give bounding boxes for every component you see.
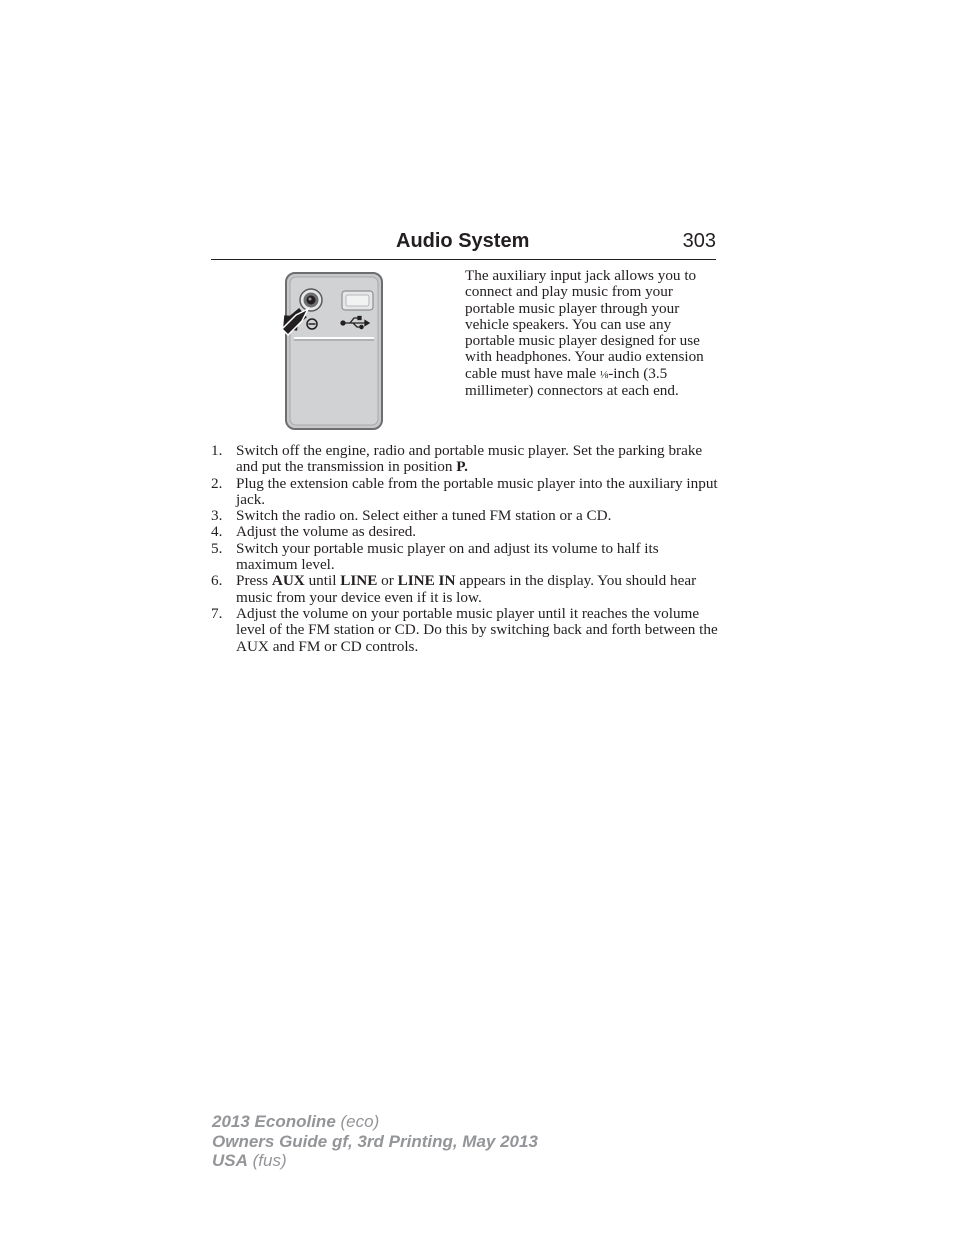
aux-jack-port bbox=[300, 289, 322, 311]
step-number: 3. bbox=[211, 507, 223, 525]
step-item bbox=[211, 476, 721, 509]
step-item bbox=[211, 541, 721, 574]
step-bold-text: P. bbox=[456, 458, 468, 476]
line-in-display-label: LINE IN bbox=[397, 572, 456, 590]
step-text: Plug the extension cable from the portable music player into the auxiliary input jack. bbox=[236, 474, 718, 508]
page-header bbox=[211, 229, 716, 260]
aux-control-label: AUX bbox=[271, 572, 305, 590]
step-number: 5. bbox=[211, 539, 223, 557]
footer-model-name: 2013 Econoline bbox=[212, 1112, 336, 1131]
step-text: Switch the radio on. Select either a tuned FM station or a CD. bbox=[236, 507, 612, 525]
step-text: Adjust the volume on your portable music player until it reaches the volume level of the FM station or CD. Do this by switching back and forth between the AUX and FM or CD controls. bbox=[236, 604, 718, 655]
step-number: 7. bbox=[211, 604, 223, 622]
page-number: 303 bbox=[682, 230, 716, 252]
step-item bbox=[211, 573, 721, 606]
step-text-mid: until bbox=[304, 572, 341, 590]
footer-market-name: USA bbox=[212, 1151, 248, 1170]
step-text: Switch off the engine, radio and portable music player. Set the parking brake and put the transmission in position bbox=[236, 442, 703, 476]
step-text-mid: or bbox=[377, 572, 398, 590]
line-display-label: LINE bbox=[340, 572, 378, 590]
step-text: Adjust the volume as desired. bbox=[236, 523, 417, 541]
footer-model-code: (eco) bbox=[335, 1112, 380, 1131]
footer-line-model bbox=[212, 1112, 538, 1132]
aux-usb-panel-illustration bbox=[280, 271, 386, 431]
step-number: 2. bbox=[211, 474, 223, 492]
step-item bbox=[211, 508, 721, 524]
document-footer bbox=[212, 1112, 538, 1171]
aux-connection-steps bbox=[211, 443, 721, 655]
step-item bbox=[211, 524, 721, 540]
intro-text-part2: -inch (3.5 millimeter) connectors at each end. bbox=[465, 364, 679, 400]
step-number: 6. bbox=[211, 572, 223, 590]
step-number: 4. bbox=[211, 523, 223, 541]
footer-market-code: (fus) bbox=[247, 1151, 287, 1170]
aux-jack-intro-paragraph bbox=[465, 268, 720, 399]
step-item bbox=[211, 606, 721, 655]
step-number: 1. bbox=[211, 442, 223, 459]
section-title: Audio System bbox=[396, 230, 530, 252]
intro-fraction: ⅛ bbox=[599, 368, 609, 381]
footer-line-printing: Owners Guide gf, 3rd Printing, May 2013 bbox=[212, 1131, 538, 1151]
aux-usb-panel-drawing bbox=[280, 271, 386, 431]
step-item bbox=[211, 443, 721, 476]
intro-text-part1: The auxiliary input jack allows you to connect and play music from your portable music player through your vehicle speakers. You can use any portable music player designed for use with headphones. Your audio extension cable must have male bbox=[465, 267, 704, 382]
footer-line-market bbox=[212, 1151, 538, 1171]
step-text-post: appears in the display. You should hear music from your device even if it is low. bbox=[236, 572, 697, 606]
usb-port bbox=[342, 291, 373, 310]
step-text-pre: Press bbox=[236, 572, 272, 590]
step-text: Switch your portable music player on and adjust its volume to half its maximum level. bbox=[236, 539, 659, 574]
